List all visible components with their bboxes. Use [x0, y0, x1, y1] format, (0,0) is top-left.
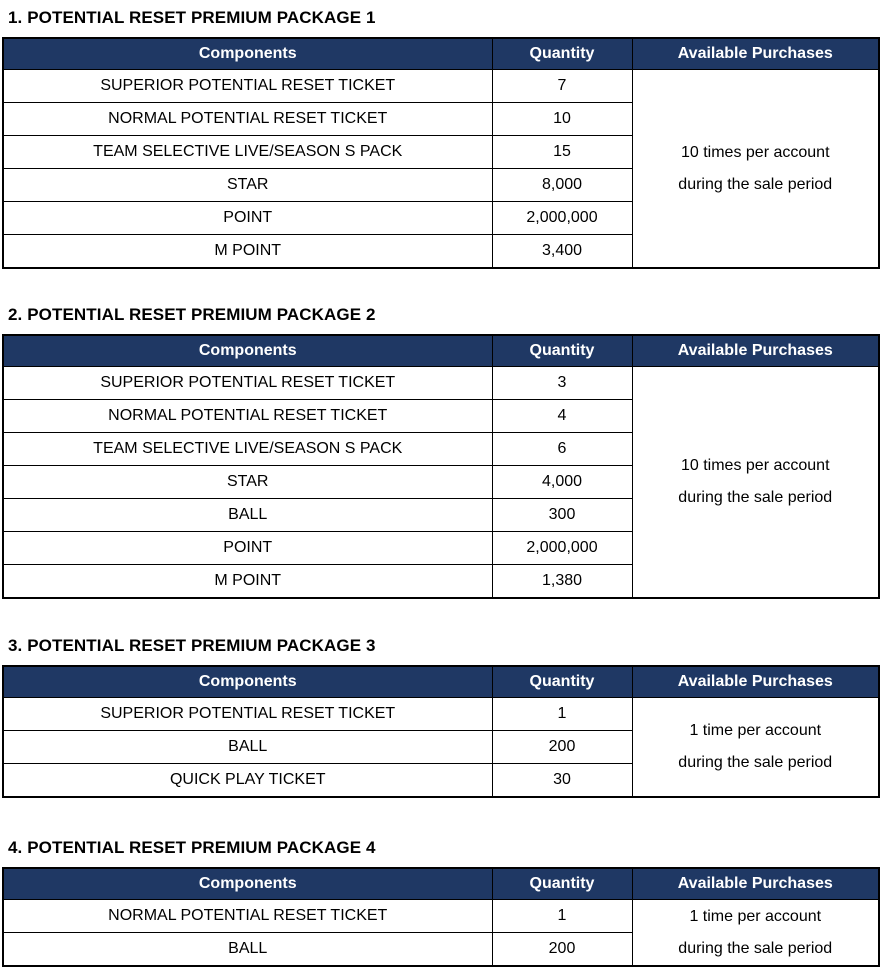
component-cell: NORMAL POTENTIAL RESET TICKET — [3, 400, 492, 433]
package-section-2 — [2, 305, 882, 599]
component-cell: TEAM SELECTIVE LIVE/SEASON S PACK — [3, 136, 492, 169]
component-cell: STAR — [3, 466, 492, 499]
component-cell: BALL — [3, 499, 492, 532]
quantity-cell: 3,400 — [492, 235, 632, 269]
package-table — [2, 37, 880, 269]
available-line: during the sale period — [678, 489, 833, 506]
available-purchases-cell — [632, 70, 879, 269]
table-row — [3, 367, 879, 400]
component-cell: BALL — [3, 933, 492, 967]
quantity-cell: 1 — [492, 900, 632, 933]
quantity-cell: 8,000 — [492, 169, 632, 202]
column-header-available-purchases: Available Purchases — [632, 868, 879, 900]
quantity-cell: 7 — [492, 70, 632, 103]
column-header-components: Components — [3, 335, 492, 367]
available-purchases-cell — [632, 900, 879, 967]
package-title: 3. POTENTIAL RESET PREMIUM PACKAGE 3 — [8, 636, 376, 655]
package-title: 2. POTENTIAL RESET PREMIUM PACKAGE 2 — [8, 305, 376, 324]
available-line: 10 times per account — [680, 143, 830, 161]
available-purchases-cell — [632, 698, 879, 798]
column-header-components: Components — [3, 868, 492, 900]
quantity-cell: 10 — [492, 103, 632, 136]
quantity-cell: 15 — [492, 136, 632, 169]
table-row — [3, 70, 879, 103]
quantity-cell: 30 — [492, 764, 632, 798]
quantity-cell: 6 — [492, 433, 632, 466]
component-cell: QUICK PLAY TICKET — [3, 764, 492, 798]
quantity-cell: 3 — [492, 367, 632, 400]
available-line: during the sale period — [678, 939, 833, 957]
component-cell: SUPERIOR POTENTIAL RESET TICKET — [3, 367, 492, 400]
package-section-3 — [2, 636, 882, 798]
component-cell: M POINT — [3, 235, 492, 269]
available-line: 10 times per account — [680, 457, 830, 474]
quantity-cell: 200 — [492, 731, 632, 764]
column-header-components: Components — [3, 666, 492, 698]
package-table — [2, 334, 880, 599]
available-line: 1 time per account — [689, 907, 822, 925]
package-table — [2, 867, 880, 967]
package-title: 4. POTENTIAL RESET PREMIUM PACKAGE 4 — [8, 838, 376, 857]
component-cell: POINT — [3, 202, 492, 235]
header-row — [3, 38, 879, 70]
component-cell: M POINT — [3, 565, 492, 599]
table-row — [3, 900, 879, 933]
package-section-4 — [2, 838, 882, 967]
column-header-components: Components — [3, 38, 492, 70]
quantity-cell: 1 — [492, 698, 632, 731]
package-section-1 — [2, 8, 882, 269]
quantity-cell: 2,000,000 — [492, 202, 632, 235]
column-header-available-purchases: Available Purchases — [632, 666, 879, 698]
quantity-cell: 200 — [492, 933, 632, 967]
available-line: during the sale period — [678, 754, 833, 771]
component-cell: SUPERIOR POTENTIAL RESET TICKET — [3, 698, 492, 731]
column-header-quantity: Quantity — [492, 38, 632, 70]
package-title: 1. POTENTIAL RESET PREMIUM PACKAGE 1 — [8, 8, 376, 27]
component-cell: SUPERIOR POTENTIAL RESET TICKET — [3, 70, 492, 103]
quantity-cell: 4,000 — [492, 466, 632, 499]
component-cell: TEAM SELECTIVE LIVE/SEASON S PACK — [3, 433, 492, 466]
available-line: 1 time per account — [689, 722, 822, 739]
table-row — [3, 698, 879, 731]
quantity-cell: 300 — [492, 499, 632, 532]
component-cell: NORMAL POTENTIAL RESET TICKET — [3, 900, 492, 933]
available-purchases-cell — [632, 367, 879, 599]
column-header-available-purchases: Available Purchases — [632, 38, 879, 70]
quantity-cell: 4 — [492, 400, 632, 433]
column-header-quantity: Quantity — [492, 868, 632, 900]
component-cell: POINT — [3, 532, 492, 565]
column-header-available-purchases: Available Purchases — [632, 335, 879, 367]
package-table — [2, 665, 880, 798]
component-cell: STAR — [3, 169, 492, 202]
quantity-cell: 2,000,000 — [492, 532, 632, 565]
available-line: during the sale period — [678, 175, 833, 193]
header-row — [3, 335, 879, 367]
header-row — [3, 868, 879, 900]
component-cell: BALL — [3, 731, 492, 764]
column-header-quantity: Quantity — [492, 335, 632, 367]
quantity-cell: 1,380 — [492, 565, 632, 599]
header-row — [3, 666, 879, 698]
component-cell: NORMAL POTENTIAL RESET TICKET — [3, 103, 492, 136]
column-header-quantity: Quantity — [492, 666, 632, 698]
